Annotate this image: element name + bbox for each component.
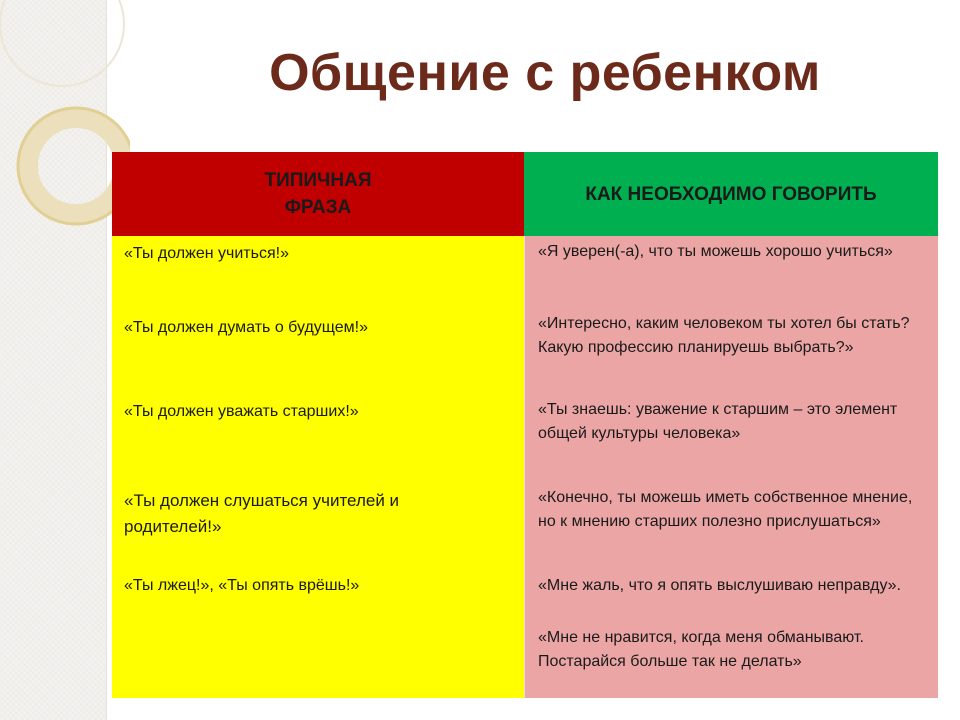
column-typical: [112, 236, 524, 698]
slide-title: Общение с ребенком: [269, 44, 821, 102]
comparison-table: [112, 152, 938, 698]
typical-phrase-4: «Ты должен слушаться учителей и родителей!»: [124, 491, 400, 536]
better-phrase-1: «Я уверен(-а), что ты можешь хорошо учиться»: [538, 243, 893, 260]
decorative-rings: [0, 0, 130, 260]
typical-phrase-5: «Ты лжец!», «Ты опять врёшь!»: [124, 577, 360, 594]
header-how-to-say: [524, 152, 938, 236]
decor-arc-top: [0, 0, 124, 86]
header-typical-label: ТИПИЧНАЯ ФРАЗА: [264, 170, 372, 218]
better-phrase-3: «Ты знаешь: уважение к старшим – это элемент общей культуры человека»: [538, 401, 898, 442]
column-how-to-say: [524, 236, 938, 698]
better-phrase-4: «Конечно, ты можешь иметь собственное мнение, но к мнению старших полезно прислушаться»: [538, 489, 913, 530]
header-typical-phrase: [112, 152, 524, 236]
better-phrase-2: «Интересно, каким человеком ты хотел бы стать? Какую профессию планируешь выбрать?»: [538, 315, 910, 356]
typical-phrase-1: «Ты должен учиться!»: [124, 245, 289, 262]
better-phrase-5-extra: «Мне не нравится, когда меня обманывают. Постарайся больше так не делать»: [538, 629, 864, 670]
typical-phrase-3: «Ты должен уважать старших!»: [124, 403, 359, 420]
better-phrase-5: «Мне жаль, что я опять выслушиваю неправду».: [538, 577, 901, 594]
column-divider: [524, 236, 525, 698]
header-how-to-say-label: КАК НЕОБХОДИМО ГОВОРИТЬ: [585, 183, 877, 205]
typical-phrase-2: «Ты должен думать о будущем!»: [124, 319, 369, 336]
decor-ring: [28, 118, 124, 214]
